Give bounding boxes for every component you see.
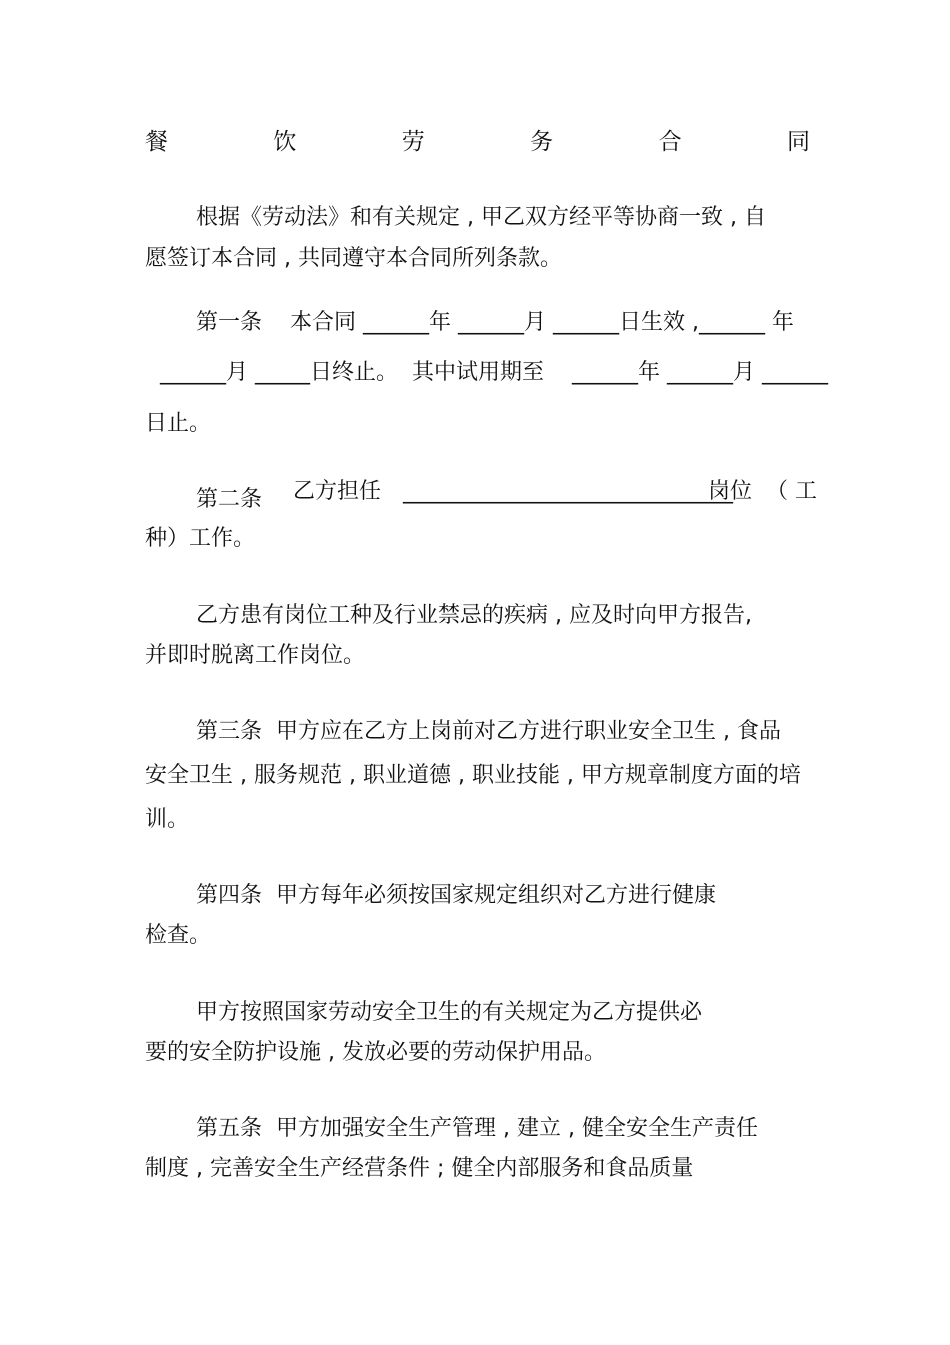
article-2-blank: ______________________________	[403, 479, 733, 504]
article-1-line-2: ______月 _____日终止。 其中试用期至 ______年 ______月 ______	[160, 360, 828, 385]
article-4-para-2-line-1: 甲方按照国家劳动安全卫生的有关规定为乙方提供必	[196, 1000, 703, 1025]
article-3-line-2: 安全卫生 , 服务规范 , 职业道德 , 职业技能 , 甲方规章制度方面的培	[145, 763, 801, 788]
article-5-line-2: 制度 , 完善安全生产经营条件 ; 健全内部服务和食品质量	[145, 1156, 694, 1181]
article-1-line-3: 日止。	[145, 411, 212, 436]
article-5-line-1: 第五条 甲方加强安全生产管理 , 建立 , 健全安全生产责任	[196, 1116, 758, 1141]
title-char: 餐	[145, 129, 168, 155]
article-2-line-2: 种）工作。	[145, 526, 256, 551]
article-2-label: 第二条	[196, 487, 263, 512]
title-char: 合	[658, 129, 682, 155]
article-2-tail: 岗位 （ 工	[708, 479, 817, 504]
article-3-line-1: 第三条 甲方应在乙方上岗前对乙方进行职业安全卫生 , 食品	[196, 719, 781, 744]
article-2-para-2-line-2: 并即时脱离工作岗位。	[145, 643, 366, 668]
title-char: 饮	[273, 129, 297, 155]
article-4-line-1: 第四条 甲方每年必须按国家规定组织对乙方进行健康	[196, 883, 716, 908]
title-char: 务	[530, 129, 554, 155]
title-char: 劳	[401, 129, 425, 155]
title-char: 同	[786, 129, 810, 155]
intro-line-2: 愿签订本合同 , 共同遵守本合同所列条款。	[145, 246, 562, 271]
article-2-text: 乙方担任	[293, 479, 382, 504]
document-title	[145, 127, 810, 157]
article-1-line-1: 第一条 本合同 ______年 ______月 ______日生效 ,______ 年	[196, 310, 794, 335]
article-4-line-2: 检查。	[145, 923, 212, 948]
article-4-para-2-line-2: 要的安全防护设施 , 发放必要的劳动保护用品。	[145, 1040, 606, 1065]
article-3-line-3: 训。	[145, 807, 190, 832]
article-2-para-2-line-1: 乙方患有岗位工种及行业禁忌的疾病 , 应及时向甲方报告,	[196, 603, 752, 628]
intro-line-1: 根据《劳动法》和有关规定 , 甲乙双方经平等协商一致 , 自	[196, 205, 766, 230]
